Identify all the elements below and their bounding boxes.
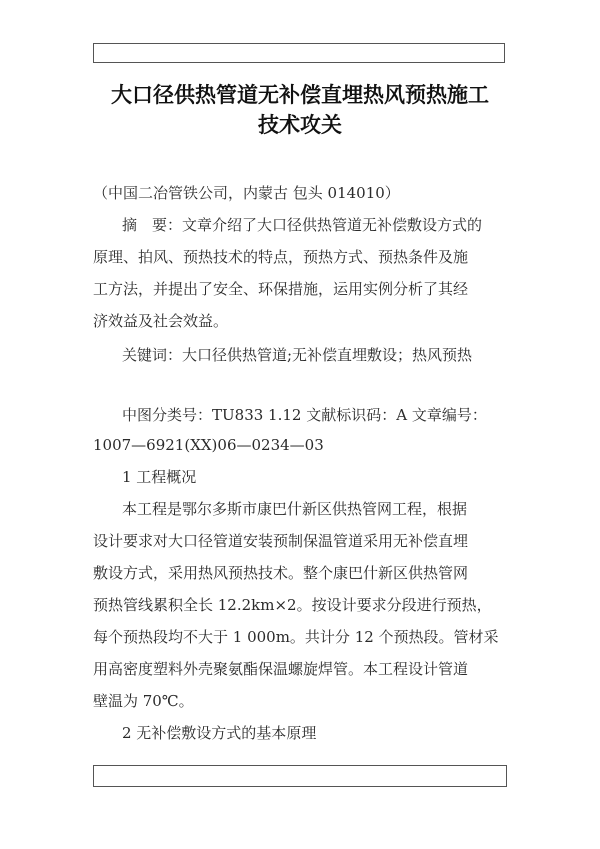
document-title-line-1: 大口径供热管道无补偿直埋热风预热施工 xyxy=(111,83,489,107)
section-1-paragraph-line: 敷设方式，采用热风预热技术。整个康巴什新区供热管网 xyxy=(93,564,469,582)
section-1-paragraph-line: 本工程是鄂尔多斯市康巴什新区供热管网工程，根据 xyxy=(122,500,468,518)
classification-line: 1007—6921(XX)06—0234—03 xyxy=(93,436,324,454)
abstract-line: 济效益及社会效益。 xyxy=(93,312,229,330)
author-affiliation: （中国二冶管铁公司，内蒙古 包头 014010） xyxy=(93,184,400,202)
section-1-paragraph-line: 设计要求对大口径管道安装预制保温管道采用无补偿直埋 xyxy=(93,532,469,550)
section-2-heading: 2 无补偿敷设方式的基本原理 xyxy=(122,724,317,742)
section-1-heading: 1 工程概况 xyxy=(122,468,197,486)
classification-line: 中图分类号：TU833 1.12 文献标识码：A 文章编号： xyxy=(122,406,487,424)
keywords: 关键词：大口径供热管道;无补偿直埋敷设；热风预热 xyxy=(122,346,473,364)
section-1-paragraph-line: 预热管线累积全长 12.2km×2。按设计要求分段进行预热， xyxy=(93,596,492,614)
abstract-line: 摘 要：文章介绍了大口径供热管道无补偿敷设方式的 xyxy=(122,216,483,234)
section-1-paragraph-line: 壁温为 70℃。 xyxy=(93,692,194,710)
section-1-paragraph-line: 每个预热段均不大于 1 000m。共计分 12 个预热段。管材采 xyxy=(93,628,499,646)
abstract-line: 原理、拍风、预热技术的特点，预热方式、预热条件及施 xyxy=(93,248,469,266)
document-title-line-2: 技术攻关 xyxy=(258,113,342,137)
section-1-paragraph-line: 用高密度塑料外壳聚氨酯保温螺旋焊管。本工程设计管道 xyxy=(93,660,469,678)
header-frame xyxy=(93,43,505,63)
footer-frame xyxy=(93,765,507,787)
abstract-line: 工方法，并提出了安全、环保措施，运用实例分析了其经 xyxy=(93,280,469,298)
